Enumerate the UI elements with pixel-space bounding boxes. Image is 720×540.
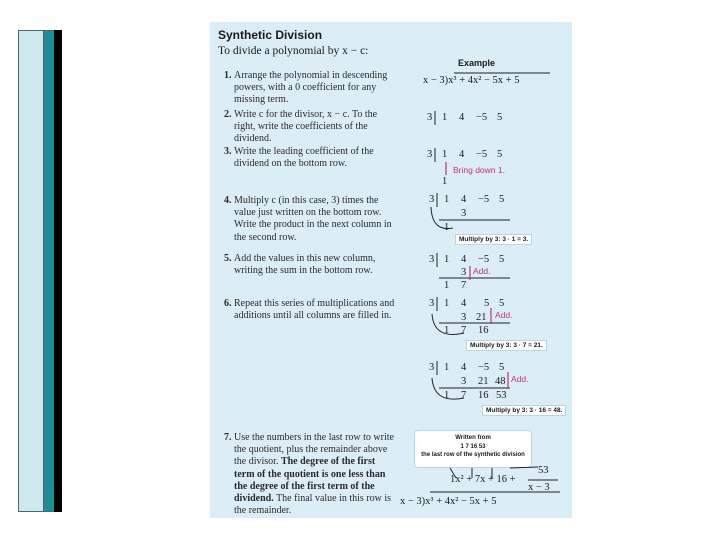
ex4-note: Multiply by 3: 3 · 1 = 3. — [455, 234, 532, 245]
step-5: 5. Add the values in this new column, writing the sum in the bottom row. — [224, 253, 376, 277]
exf-second: 21 — [478, 376, 489, 387]
ex5-divisor: 3 — [429, 254, 435, 265]
exf-bottom: 53 — [496, 390, 507, 401]
ex4-second: 3 — [461, 208, 467, 219]
step-4: 4. Multiply c (in this case, 3) times the value just written on the bottom row. Write the product in the next column in the second row. — [224, 195, 392, 243]
ex6-second: 21 — [476, 312, 487, 323]
remainder-denominator: x − 3 — [528, 482, 550, 493]
ex6-coef: 4 — [461, 298, 467, 309]
ex3-bottom: 1 — [442, 176, 448, 187]
exf-note: Multiply by 3: 3 · 16 = 48. — [482, 405, 566, 416]
ex5-coef: 4 — [461, 254, 467, 265]
ex4-divisor: 3 — [429, 194, 435, 205]
ex5-bottom: 1 — [444, 280, 450, 291]
ex6-label: Add. — [495, 310, 513, 320]
step-7: 7. Use the numbers in the last row to write the quotient, plus the remainder above the divisor. The degree of the first term of the quotient is one less than the degree of the first term of the dividend. The final value in this row is the remainder. — [224, 432, 394, 517]
ex3-divisor: 3 — [427, 149, 433, 160]
ex5-bottom: 7 — [461, 280, 467, 291]
exf-coef: −5 — [478, 362, 490, 373]
ex6-bottom: 1 — [444, 325, 450, 336]
exf-coef: 4 — [461, 362, 467, 373]
ex5-coef: 5 — [499, 254, 505, 265]
example-heading: Example — [458, 58, 496, 68]
exf-bottom: 1 — [444, 390, 450, 401]
left-bar-teal — [44, 30, 54, 512]
ex2-coef: −5 — [476, 112, 488, 123]
ex6-note: Multiply by 3: 3 · 7 = 21. — [466, 340, 547, 351]
ex4-coef: 1 — [444, 194, 450, 205]
ex4-coef: 4 — [461, 194, 467, 205]
ex3-coef: 4 — [459, 149, 465, 160]
ex6-bottom: 7 — [461, 325, 467, 336]
ex6-divisor: 3 — [429, 298, 435, 309]
dividend-expression: x − 3)x³ + 4x² − 5x + 5 — [423, 75, 520, 86]
ex5-coef: −5 — [478, 254, 490, 265]
step-3: 3. Write the leading coefficient of the dividend on the bottom row. — [224, 146, 374, 170]
ex4-coef: 5 — [499, 194, 505, 205]
exf-label: Add. — [511, 374, 529, 384]
ex6-coef: 1 — [444, 298, 450, 309]
ex6-second: 3 — [461, 312, 467, 323]
exf-coef: 1 — [444, 362, 450, 373]
step-2: 2. Write c for the divisor, x − c. To the right, write the coefficients of the dividend. — [224, 109, 378, 145]
division-lines — [210, 22, 572, 518]
ex3-label: Bring down 1. — [453, 165, 505, 175]
left-bar-light — [18, 30, 44, 512]
remainder-numerator: 53 — [538, 465, 549, 476]
quotient-callout: Written from 1 7 16 53 the last row of the synthetic division — [414, 430, 532, 468]
left-bar-black — [54, 30, 62, 512]
ex2-coef: 5 — [497, 112, 503, 123]
ex4-bottom: 1 — [444, 222, 450, 233]
ex6-coef: 5 — [484, 298, 490, 309]
ex4-coef: −5 — [478, 194, 490, 205]
intro-text: To divide a polynomial by x − c: — [218, 45, 369, 57]
ex3-coef: 1 — [442, 149, 448, 160]
ex5-label: Add. — [473, 266, 491, 276]
quotient-expression: 1x² + 7x + 16 + — [450, 474, 516, 485]
ex5-second: 3 — [461, 267, 467, 278]
final-division-expression: x − 3)x³ + 4x² − 5x + 5 — [400, 496, 497, 507]
exf-second: 48 — [495, 376, 506, 387]
exf-divisor: 3 — [429, 362, 435, 373]
exf-bottom: 16 — [478, 390, 489, 401]
page-title: Synthetic Division — [218, 28, 323, 42]
ex3-coef: −5 — [476, 149, 488, 160]
ex2-divisor: 3 — [427, 112, 433, 123]
ex5-coef: 1 — [444, 254, 450, 265]
ex2-coef: 4 — [459, 112, 465, 123]
step-6: 6. Repeat this series of multiplications and additions until all columns are filled in. — [224, 298, 395, 322]
ex6-bottom: 16 — [478, 325, 489, 336]
step-1: 1. Arrange the polynomial in descending powers, with a 0 coefficient for any missing term. — [224, 70, 388, 106]
exf-bottom: 7 — [461, 390, 467, 401]
exf-coef: 5 — [499, 362, 505, 373]
textbook-page — [210, 22, 572, 518]
ex3-coef: 5 — [497, 149, 503, 160]
ex6-coef: 5 — [499, 298, 505, 309]
exf-second: 3 — [461, 376, 467, 387]
ex2-coef: 1 — [442, 112, 448, 123]
